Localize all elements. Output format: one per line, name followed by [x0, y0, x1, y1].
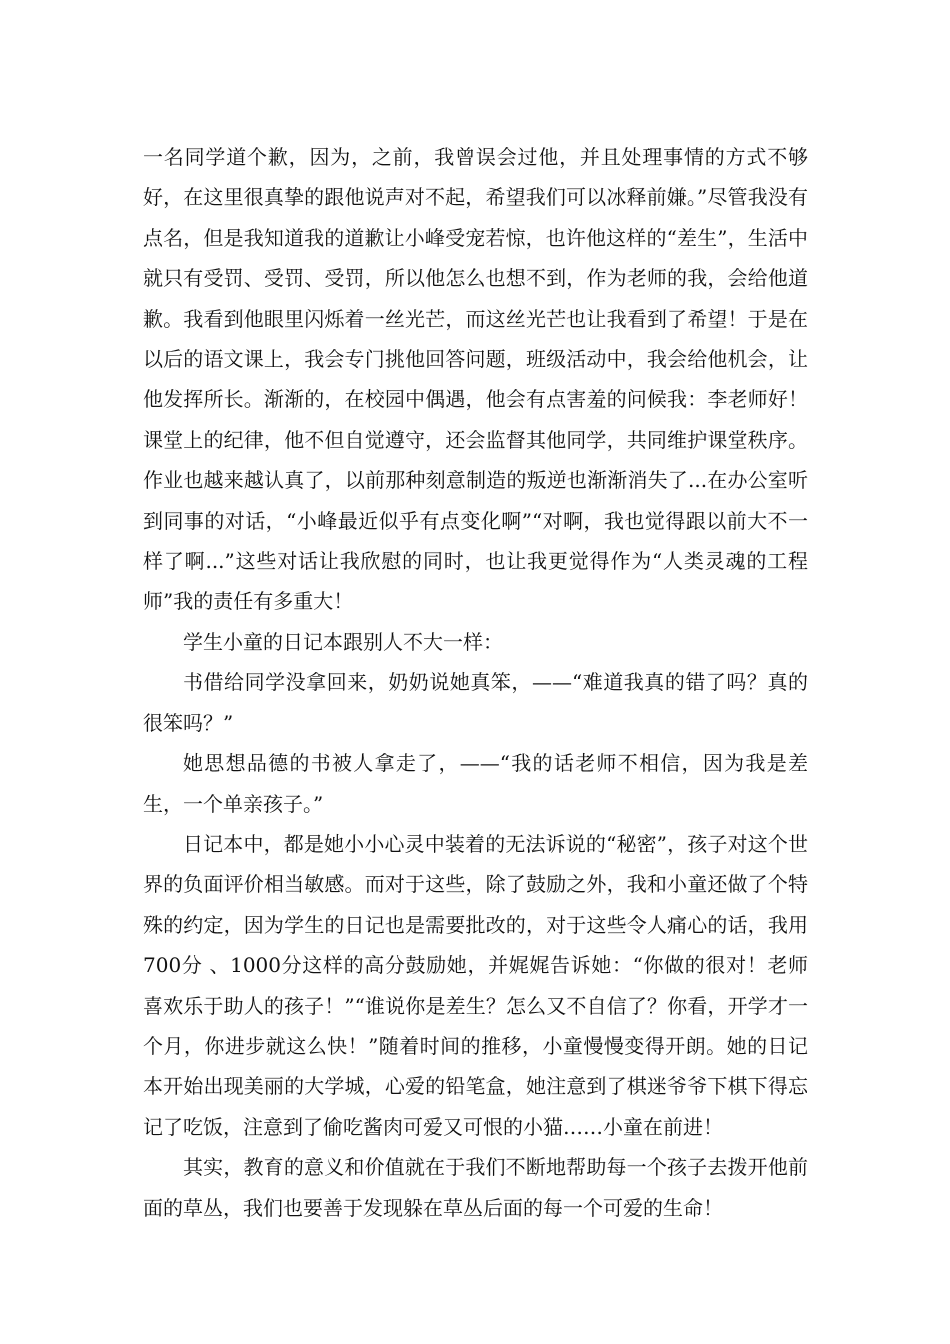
paragraph-4: 她思想品德的书被人拿走了，——“我的话老师不相信，因为我是差生，一个单亲孩子。”: [143, 751, 808, 816]
paragraph-2: 学生小童的日记本跟别人不大一样：: [183, 629, 503, 654]
paragraph-1: 一名同学道个歉，因为，之前，我曾误会过他，并且处理事情的方式不够好，在这里很真挚的跟他说声对不起，希望我们可以冰释前嫌。”尽管我没有点名，但是我知道我的道歉让小峰受宠若惊，也许他这样的“差生”，生活中就只有受罚、受罚、受罚，所以他怎么也想不到，作为老师的我，会给他道歉。我看到他眼里闪烁着一丝光芒，而这丝光芒也让我看到了希望！于是在以后的语文课上，我会专门挑他回答问题，班级活动中，我会给他机会，让他发挥所长。渐渐的，在校园中偶遇，他会有点害羞的问候我：李老师好！课堂上的纪律，他不但自觉遵守，还会监督其他同学，共同维护课堂秩序。作业也越来越认真了，以前那种刻意制造的叛逆也渐渐消失了...在办公室听到同事的对话，“小峰最近似乎有点变化啊”“对啊，我也觉得跟以前大不一样了啊...”这些对话让我欣慰的同时，也让我更觉得作为“人类灵魂的工程师”我的责任有多重大！: [143, 145, 808, 614]
paragraph-3: 书借给同学没拿回来，奶奶说她真笨，——“难道我真的错了吗？真的很笨吗？”: [143, 670, 808, 735]
document-body: [143, 137, 808, 1228]
paragraph-5: 日记本中，都是她小小心灵中装着的无法诉说的“秘密”，孩子对这个世界的负面评价相当敏感。而对于这些，除了鼓励之外，我和小童还做了个特殊的约定，因为学生的日记也是需要批改的，对于这些令人痛心的话，我用700分 、1000分这样的高分鼓励她，并娓娓告诉她：“你做的很对！老师喜欢乐于助人的孩子！”“谁说你是差生？怎么又不自信了？你看，开学才一个月，你进步就这么快！”随着时间的推移，小童慢慢变得开朗。她的日记本开始出现美丽的大学城，心爱的铅笔盒，她注意到了棋迷爷爷下棋下得忘记了吃饭，注意到了偷吃酱肉可爱又可恨的小猫……小童在前进！: [143, 831, 808, 1139]
paragraph-6: 其实，教育的意义和价值就在于我们不断地帮助每一个孩子去拨开他前面的草丛，我们也要善于发现躲在草丛后面的每一个可爱的生命！: [143, 1155, 808, 1220]
